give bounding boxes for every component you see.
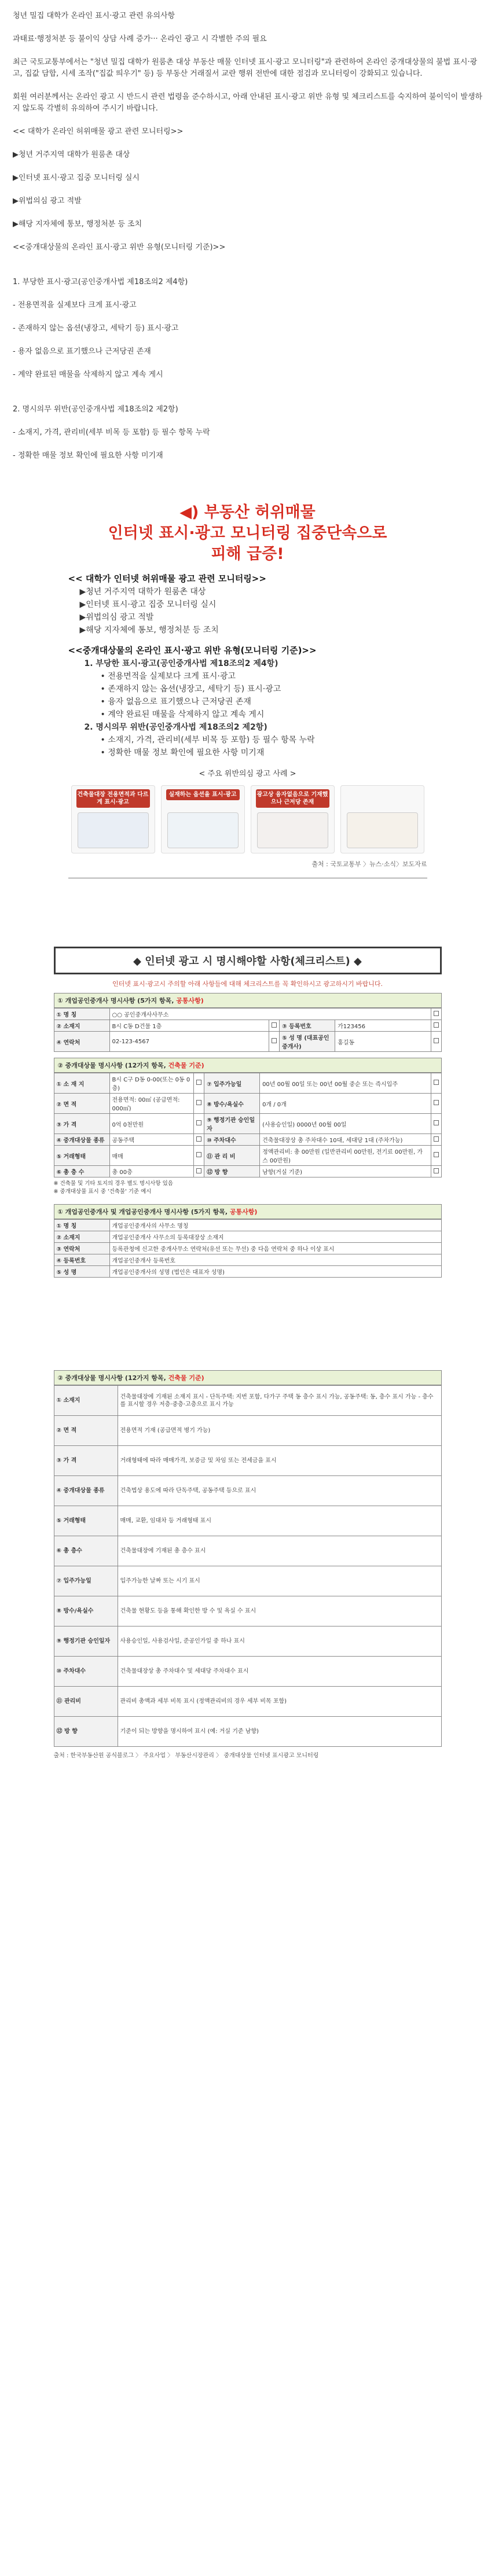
row-value: 0억 0천만원 [109,1114,194,1134]
checklist3-section [54,1370,442,1759]
checklist-sec1-table [54,1008,442,1052]
intro-line: 청년 밀집 대학가 온라인 표시·광고 관련 유의사항 [13,12,175,20]
check-cell [431,1134,441,1146]
table-row [54,1386,441,1416]
table-row [54,1687,441,1717]
intro-line [13,22,482,34]
row-label: ⑦ 입주가능일 [204,1073,260,1094]
example-card-illustration [78,812,149,848]
checkbox[interactable] [196,1100,201,1105]
table-row [54,1476,441,1506]
example-card [161,785,245,853]
intro-line: ▶해당 지자체에 통보, 행정처분 등 조치 [13,220,142,229]
intro-line [13,381,482,392]
intro-line: << 대학가 온라인 허위매물 광고 관련 모니터링>> [13,127,184,136]
check-cell [194,1166,204,1177]
checklist-sec2-header: ② 중개대상물 명시사항 (12가지 항목, 건축물 기준) [54,1058,442,1073]
check-cell [431,1146,441,1166]
monitoring-section-title: << 대학가 인터넷 허위매물 광고 관련 모니터링>> [68,573,266,584]
example-card-tag: 실재하는 옵션을 표시·광고 [166,789,240,800]
check-cell [431,1094,441,1114]
row-label: ⑤ 거래형태 [54,1146,109,1166]
check-cell [194,1146,204,1166]
monitoring-item: ▶해당 지자체에 통보, 행정처분 등 조치 [79,625,219,635]
intro-line [13,288,482,300]
intro-line: 회원 여러분께서는 온라인 광고 시 반드시 관련 법령을 준수하시고, 아래 안내된 표시·광고 위반 유형 및 체크리스트를 숙지하여 불이익이 발생하지 않도록 각별히 유의하여 주시기 바랍니다. [13,93,483,113]
violation-item-1: 1. 부당한 표시·광고(공인중개사법 제18조의2 제4항) [84,659,278,668]
checklist-title: ◆ 인터넷 광고 시 명시해야할 사항(체크리스트) ◆ [54,947,442,974]
monitoring-items [68,586,427,636]
monitoring-item: ▶청년 거주지역 대학가 원룸촌 대상 [79,587,206,597]
check-cell [431,1166,441,1177]
row-label: ⑪ 관리비 [54,1687,118,1717]
row-value: 건축물 현황도 등을 통해 확인한 방 수 및 욕실 수 표시 [118,1596,441,1626]
row-value: 개업공인중개사의 성명 (법인은 대표자 성명) [109,1266,441,1278]
checkbox[interactable] [272,1038,277,1043]
row-label: ③ 가 격 [54,1446,118,1476]
row-value: (사용승인일) 0000년 00월 00일 [260,1114,431,1134]
row-value: 남향(거실 기준) [260,1166,431,1177]
violation-item-1-bullets [68,670,427,721]
row-label: ⑤ 거래형태 [54,1506,118,1536]
headline-2: 인터넷 표시·광고 모니터링 집중단속으로 [108,524,387,542]
row-label: ⑪ 관 리 비 [204,1146,260,1166]
row-value: 총 00층 [109,1166,194,1177]
row-value: B시 C동 D건물 1층 [109,1020,269,1032]
checklist-notes [54,1180,442,1196]
row-value: 공동주택 [109,1134,194,1146]
row-label: ④ 중개대상물 종류 [54,1134,109,1146]
table-row [54,1266,441,1278]
row-value: 가123456 [335,1020,431,1032]
row-value: 거래형태에 따라 매매가격, 보증금 및 차임 또는 전세금을 표시 [118,1446,441,1476]
checklist3-header: ② 중개대상물 명시사항 (12가지 항목, 건축물 기준) [54,1370,442,1385]
check-cell [269,1032,280,1052]
intro-line: - 소재지, 가격, 관리비(세부 비목 등 포함) 등 필수 항목 누락 [13,428,210,437]
row-value: B시 C구 D동 0-00(또는 0동 0층) [109,1073,194,1094]
violation-bullet: • 융자 없음으로 표기했으나 근저당권 존재 [100,697,251,706]
example-cards [68,785,427,853]
table-row [54,1717,441,1747]
intro-line: 최근 국토교통부에서는 "청년 밀집 대학가 원룸촌 대상 부동산 매물 인터넷 표시·광고 모니터링"과 관련하여 온라인 중개대상물의 불법 표시·광고, 집값 담합, 시세 조작("집값 띄우기" 등) 등 부동산 거래질서 교란 행위 전반에 대한 점검과 모니터링이 강화되고 있습니다. [13,58,478,78]
row-value: 건축법상 용도에 따라 단독주택, 공동주택 등으로 표시 [118,1476,441,1506]
table-row [54,1416,441,1446]
check-cell [431,1114,441,1134]
table-row [54,1536,441,1566]
table-row [54,1506,441,1536]
checklist3-source: 출처 : 한국부동산원 공식블로그 〉 주요사업 〉 부동산시장관리 〉 중개대상물 인터넷 표시광고 모니터링 [53,1753,319,1759]
table-row [54,1566,441,1596]
row-label: ① 소 재 지 [54,1073,109,1094]
checkbox[interactable] [434,1120,439,1125]
row-label: ① 소재지 [54,1386,118,1416]
table-row [54,1166,441,1177]
example-card-tag: 광고상 융자없음으로 기재했으나 근저당 존재 [256,789,329,808]
check-cell [194,1073,204,1094]
intro-line [13,439,482,450]
checkbox[interactable] [196,1136,201,1142]
violation-bullet: • 정확한 매물 정보 확인에 필요한 사항 미기재 [100,748,265,757]
checkbox[interactable] [196,1080,201,1085]
row-label: ⑥ 총 층 수 [54,1166,109,1177]
checklist2-table [54,1219,442,1278]
intro-line [13,415,482,427]
row-label: ④ 등록번호 [54,1254,109,1266]
row-value: 매매 [109,1146,194,1166]
row-label: ⑤ 성 명 [54,1266,109,1278]
row-value: 기준이 되는 방향을 명시하여 표시 (예: 거실 기준 남향) [118,1717,441,1747]
row-label: ② 소재지 [54,1231,109,1243]
checklist2-header: ① 개업공인중개사 및 개업공인중개사 명시사항 (5가지 항목, 공통사항) [54,1204,442,1219]
intro-line: <<중개대상물의 온라인 표시·광고 위반 유형(모니터링 기준)>> [13,243,226,252]
intro-line [13,334,482,346]
example-card [340,785,424,853]
row-label: ⑤ 성 명 (대표공인중개사) [280,1032,335,1052]
row-label: ⑧ 방수/욕실수 [54,1596,118,1626]
row-label: ⑫ 방 향 [204,1166,260,1177]
intro-line: - 존재하지 않는 옵션(냉장고, 세탁기 등) 표시·광고 [13,324,179,333]
row-value: 정액관리비: 총 00만원 (일반관리비 00만원, 전기료 00만원, 가스 00만원) [260,1146,431,1166]
checkbox[interactable] [434,1168,439,1173]
row-label: ⑨ 행정기관 승인일자 [204,1114,260,1134]
intro-line [13,253,482,265]
checkbox[interactable] [434,1038,439,1043]
check-cell [194,1114,204,1134]
table-row [54,1073,441,1094]
monitoring-item: ▶인터넷 표시·광고 집중 모니터링 실시 [79,600,217,609]
row-value: 02-123-4567 [109,1032,269,1052]
row-value: 0개 / 0개 [260,1094,431,1114]
example-card [251,785,335,853]
checklist3-table [54,1385,442,1747]
row-label: ③ 가 격 [54,1114,109,1134]
violation-item-2: 2. 명시의무 위반(공인중개사법 제18조의2 제2항) [84,723,267,732]
intro-line [13,80,482,91]
row-label: ⑨ 행정기관 승인일자 [54,1626,118,1657]
row-value: 개업공인중개사 등록번호 [109,1254,441,1266]
checklist-note: ※ 건축물 및 기타 토지의 경우 별도 명시사항 있음 [53,1180,173,1187]
checkbox[interactable] [196,1120,201,1125]
row-label: ⑩ 주차대수 [204,1134,260,1146]
table-row [54,1094,441,1114]
intro-line [13,138,482,149]
table-row [54,1446,441,1476]
row-value: 홍길동 [335,1032,431,1052]
check-cell [431,1032,441,1052]
intro-line [13,230,482,242]
intro-line [13,184,482,196]
table-row [54,1020,441,1032]
row-value: 전용면적 기재 (공급면적 병기 가능) [118,1416,441,1446]
checklist-subtitle: 인터넷 표시·광고시 주의할 아래 사항들에 대해 체크리스트를 꼭 확인하시고 광고하시기 바랍니다. [112,980,383,988]
examples-title: < 주요 위반의심 광고 사례 > [199,770,296,778]
row-value: 건축물대장에 기재된 총 층수 표시 [118,1536,441,1566]
table-row [54,1114,441,1134]
violation-bullet: • 소재지, 가격, 관리비(세부 비목 등 포함) 등 필수 항목 누락 [100,735,315,745]
row-value: 매매, 교환, 임대차 등 거래형태 표시 [118,1506,441,1536]
checklist-sec2-table [54,1073,442,1177]
intro-line [13,115,482,126]
checkbox[interactable] [434,1011,439,1016]
row-value: 사용승인일, 사용검사일, 준공인가일 중 하나 표시 [118,1626,441,1657]
table-row [54,1254,441,1266]
checklist-sec1-header: ① 개업공인중개사 명시사항 (5가지 항목, 공통사항) [54,993,442,1008]
row-label: ④ 중개대상물 종류 [54,1476,118,1506]
table-row [54,1231,441,1243]
check-cell [431,1073,441,1094]
intro-line: ▶인터넷 표시·광고 집중 모니터링 실시 [13,174,140,182]
example-card-tag: 건축물대장 전용면적과 다르게 표시·광고 [76,789,150,808]
check-cell [431,1009,441,1020]
intro-line [13,311,482,323]
intro-line [13,45,482,57]
intro-line [13,358,482,369]
intro-line: - 용자 없음으로 표기했으나 근저당권 존재 [13,347,151,356]
check-cell [269,1020,280,1032]
table-row [54,1009,441,1020]
row-value: 등록관청에 신고한 중개사무소 연락처(유선 또는 무선) 중 다음 연락처 중 하나 이상 표시 [109,1243,441,1254]
intro-line: 2. 명시의무 위반(공인중개사법 제18조의2 제2항) [13,405,178,414]
intro-line [13,207,482,219]
row-value: 개업공인중개사의 사무소 명칭 [109,1220,441,1231]
row-label: ③ 등록번호 [280,1020,335,1032]
infographic-caption: 출처 : 국토교통부 〉뉴스·소식〉보도자료 [311,860,427,868]
checklist-section [54,947,442,1278]
violation-bullet: • 전용면적을 실제보다 크게 표시·광고 [100,672,236,681]
checkbox[interactable] [196,1168,201,1173]
intro-text [13,10,482,462]
intro-line [13,265,482,277]
row-label: ⑫ 방 향 [54,1717,118,1747]
checkbox[interactable] [272,1022,277,1028]
row-label: ③ 연락처 [54,1243,109,1254]
intro-line: 1. 부당한 표시·광고(공인중개사법 제18조의2 제4항) [13,278,188,286]
violation-section-title: <<중개대상물의 온라인 표시·광고 위반 유형(모니터링 기준)>> [68,645,317,656]
row-label: ① 명 칭 [54,1009,109,1020]
example-card-illustration [347,812,418,848]
violation-bullet: • 존재하지 않는 옵션(냉장고, 세탁기 등) 표시·광고 [100,685,281,694]
row-value: 건축물대장에 기재된 소재지 표시 - 단독주택: 지번 포함, 다가구 주택 동 층수 표시 가능, 공동주택: 동, 층수 표시 가능 - 층수를 표시할 경우 저층·중층·고층으로 표시 가능 [118,1386,441,1416]
table-row [54,1134,441,1146]
table-row [54,1220,441,1231]
table-row [54,1657,441,1687]
check-cell [194,1094,204,1114]
monitoring-item: ▶위법의심 광고 적발 [79,613,154,622]
check-cell [431,1020,441,1032]
violation-item-2-bullets [68,734,427,759]
row-value: 건축물대장상 총 주차대수 10대, 세대당 1대 (주차가능) [260,1134,431,1146]
table-row [54,1032,441,1052]
example-card-illustration [167,812,239,848]
table-row [54,1243,441,1254]
checkbox[interactable] [434,1136,439,1142]
table-row [54,1596,441,1626]
table-row [54,1146,441,1166]
row-label: ④ 연락처 [54,1032,109,1052]
intro-line: 과태료·행정처분 등 불이익 상담 사례 증가··· 온라인 광고 시 각별한 주의 필요 [13,35,267,43]
row-label: ⑩ 주차대수 [54,1657,118,1687]
intro-line: - 계약 완료된 매물을 삭제하지 않고 계속 게시 [13,370,163,379]
checklist-note: ※ 중개대상물 표시 중 '건축물' 기준 예시 [53,1188,152,1195]
intro-line: - 정확한 매물 정보 확인에 필요한 사항 미기재 [13,451,163,460]
headline-3: 피해 급증! [211,545,284,563]
intro-line [13,392,482,404]
row-label: ⑥ 총 층수 [54,1536,118,1566]
example-card-illustration [257,812,328,848]
row-value: 입주가능한 날짜 또는 시기 표시 [118,1566,441,1596]
row-label: ⑧ 방수/욕실수 [204,1094,260,1114]
row-value: 건축물대장상 총 주차대수 및 세대당 주차대수 표시 [118,1657,441,1687]
headline-1: ◀) 부동산 허위매물 [179,503,316,521]
row-value: 00년 00월 00일 또는 00년 00월 중순 또는 즉시입주 [260,1073,431,1094]
row-value: ○○ 공인중개사사무소 [109,1009,431,1020]
row-label: ① 명 칭 [54,1220,109,1231]
checkbox[interactable] [434,1100,439,1105]
intro-line: - 전용면적을 실제보다 크게 표시·광고 [13,301,137,310]
checkbox[interactable] [434,1152,439,1157]
table-row [54,1626,441,1657]
example-card [71,785,155,853]
row-label: ② 소재지 [54,1020,109,1032]
intro-line: ▶위법의심 광고 적발 [13,197,82,205]
row-label: ⑦ 입주가능일 [54,1566,118,1596]
intro-line: ▶청년 거주지역 대학가 원룸촌 대상 [13,150,130,159]
violation-bullet: • 계약 완료된 매물을 삭제하지 않고 계속 게시 [100,710,265,719]
monitoring-infographic [68,502,427,878]
row-label: ② 면 적 [54,1416,118,1446]
row-value: 개업공인중개사 사무소의 등록대장상 소재지 [109,1231,441,1243]
checkbox[interactable] [196,1152,201,1157]
check-cell [194,1134,204,1146]
row-label: ② 면 적 [54,1094,109,1114]
intro-line [13,161,482,172]
row-value: 전용면적: 00㎡ (공급면적: 000㎡) [109,1094,194,1114]
checkbox[interactable] [434,1022,439,1028]
checkbox[interactable] [434,1080,439,1085]
row-value: 관리비 총액과 세부 비목 표시 (정액관리비의 경우 세부 비목 포함) [118,1687,441,1717]
